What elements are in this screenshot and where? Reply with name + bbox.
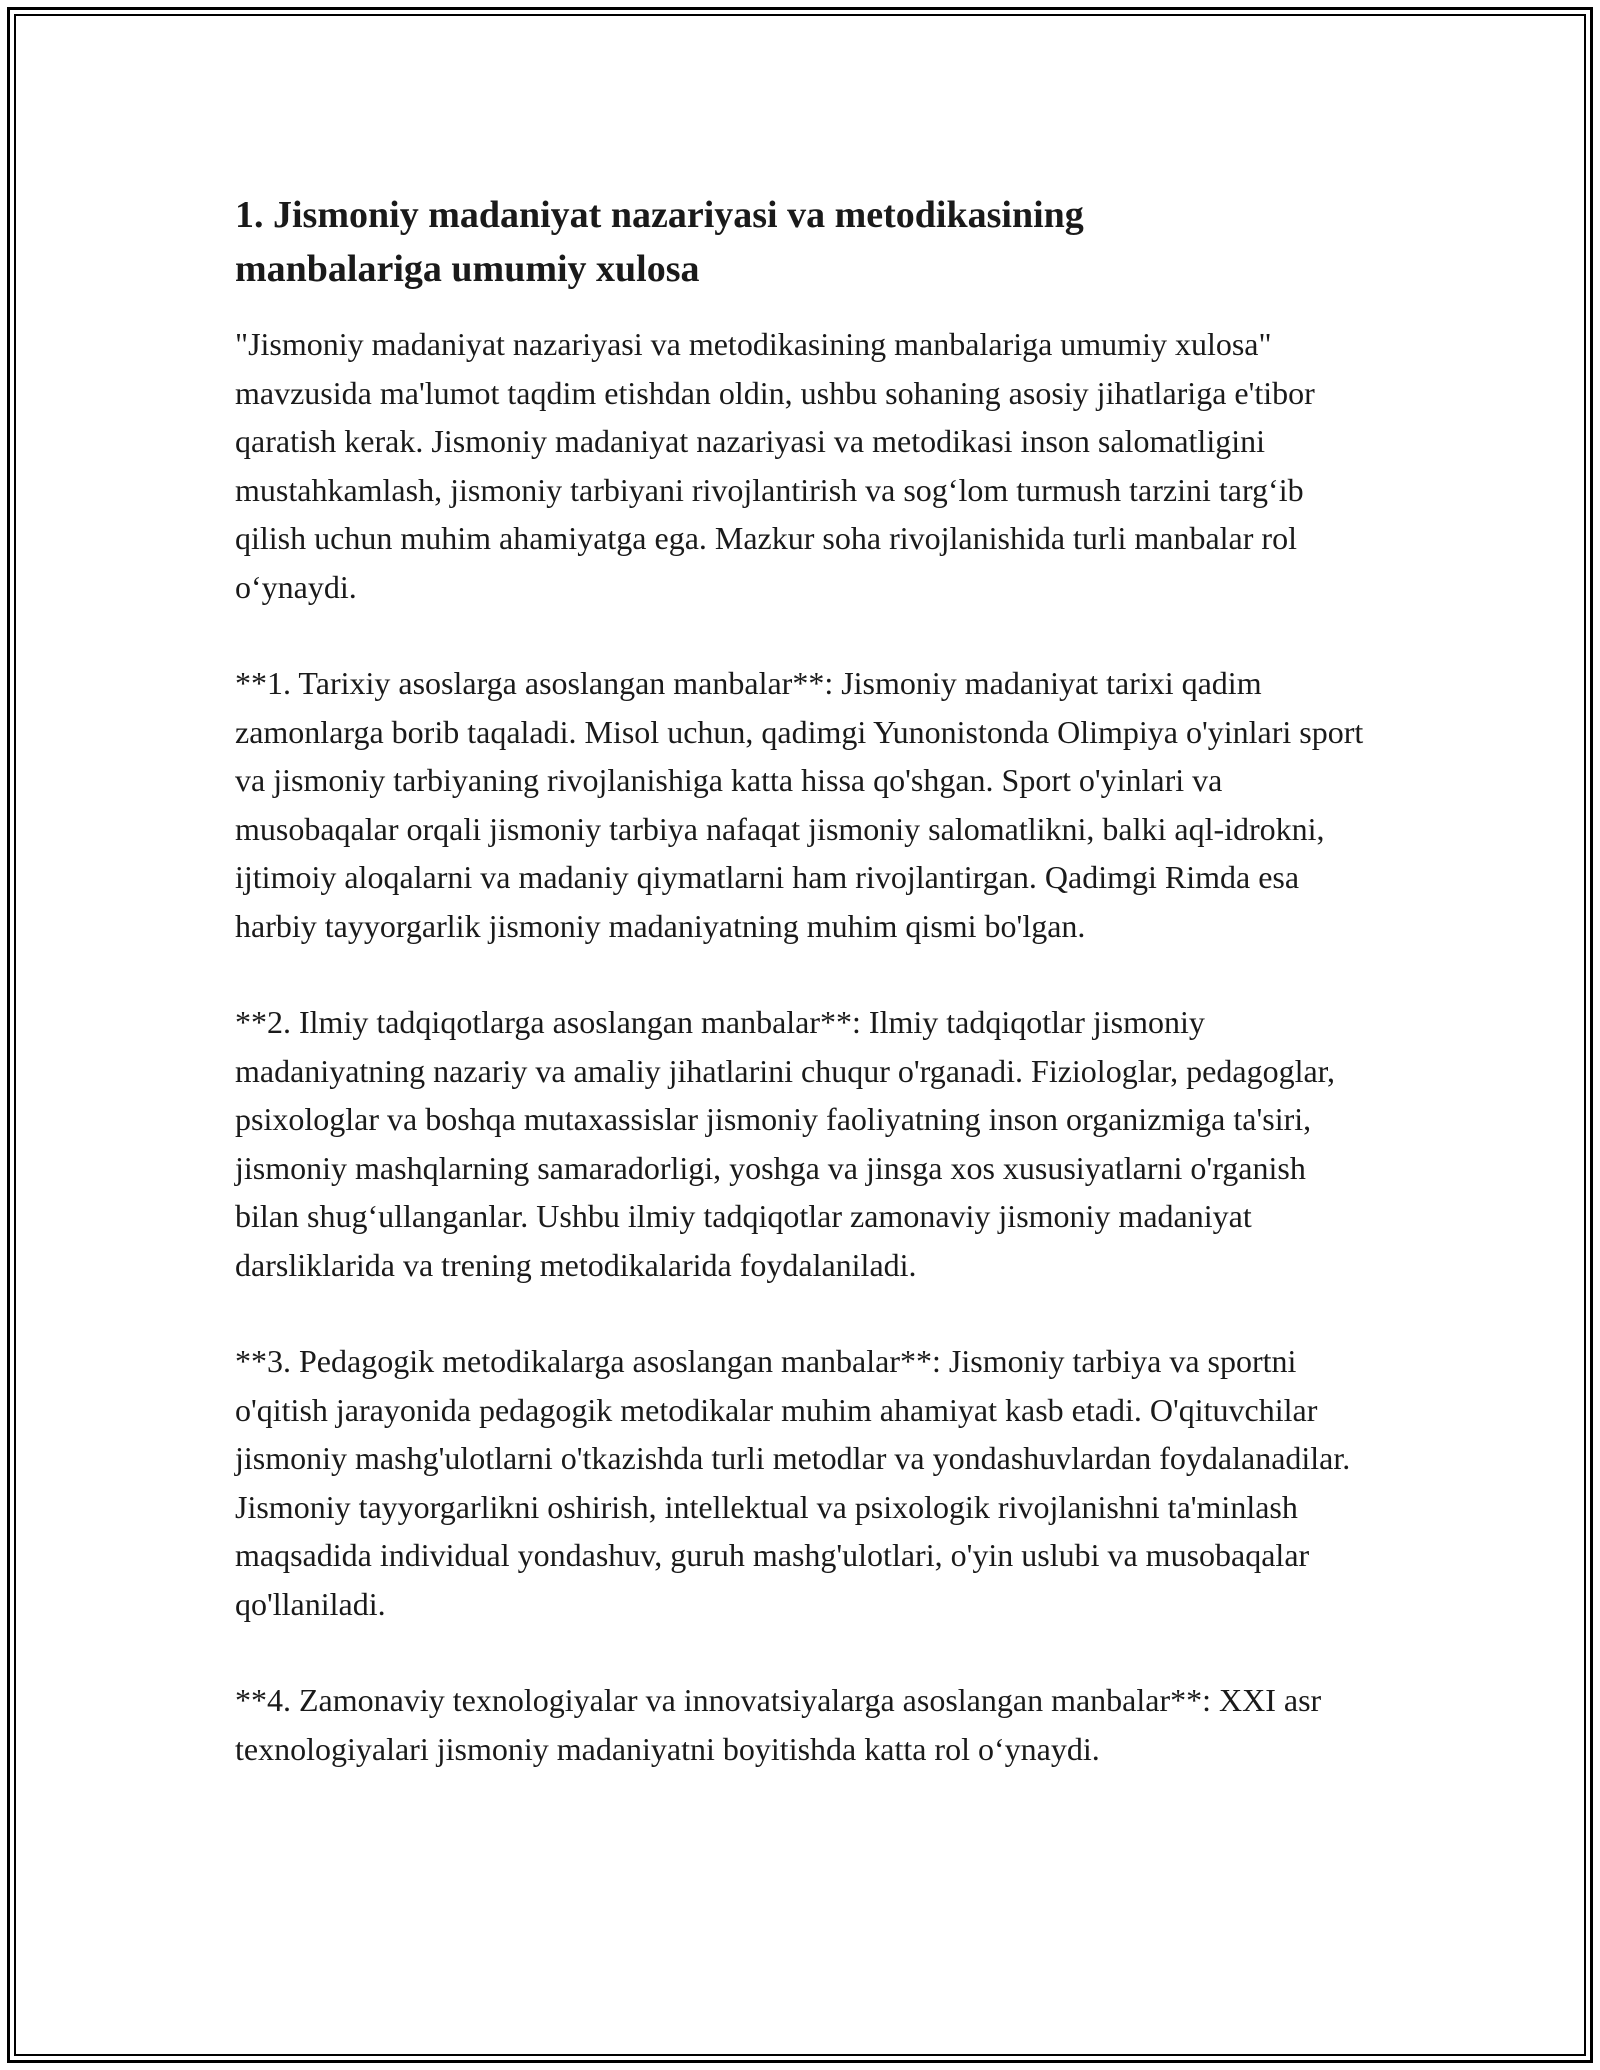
paragraph-pedagogical-sources: **3. Pedagogik metodikalarga asoslangan manbalar**: Jismoniy tarbiya va sportni o'qitish jarayonida pedagogik metodikalar muhim ahamiyat kasb etadi. O'qituvchilar jismoniy mashg'ulotlarni o'tkazishda turli metodlar va yondashuvlardan foydalanadilar. Jismoniy tayyorgarlikni oshirish, intellektual va psixologik rivojlanishni ta'minlash maqsadida individual yondashuv, guruh mashg'ulotlari, o'yin uslubi va musobaqalar qo'llaniladi. [235,1343,1351,1622]
section-title-line-1: 1. Jismoniy madaniyat nazariyasi va metodikasining [235,194,1084,236]
paragraph-historical-sources: **1. Tarixiy asoslarga asoslangan manbalar**: Jismoniy madaniyat tarixi qadim zamonlarga borib taqaladi. Misol uchun, qadimgi Yunonistonda Olimpiya o'yinlari sport va jismoniy tarbiyaning rivojlanishiga katta hissa qo'shgan. Sport o'yinlari va musobaqalar orqali jismoniy tarbiya nafaqat jismoniy salomatlikni, balki aql-idrokni, ijtimoiy aloqalarni va madaniy qiymatlarni ham rivojlantirgan. Qadimgi Rimda esa harbiy tayyorgarlik jismoniy madaniyatning muhim qismi bo'lgan. [235,665,1364,944]
paragraph-modern-technology-sources: **4. Zamonaviy texnologiyalar va innovatsiyalarga asoslangan manbalar**: XXI asr texnologiyalari jismoniy madaniyatni boyitishda katta rol o‘ynaydi. [235,1682,1322,1767]
paragraph-scientific-sources: **2. Ilmiy tadqiqotlarga asoslangan manbalar**: Ilmiy tadqiqotlar jismoniy madaniyatning nazariy va amaliy jihatlarini chuqur o'rganadi. Fiziologlar, pedagoglar, psixologlar va boshqa mutaxassislar jismoniy faoliyatning inson organizmiga ta'siri, jismoniy mashqlarning samaradorligi, yoshga va jinsga xos xususiyatlarni o'rganish bilan shug‘ullanganlar. Ushbu ilmiy tadqiqotlar zamonaviy jismoniy madaniyat darsliklarida va trening metodikalarida foydalaniladi. [235,1004,1336,1283]
intro-paragraph: "Jismoniy madaniyat nazariyasi va metodikasining manbalariga umumiy xulosa" mavzusida ma'lumot taqdim etishdan oldin, ushbu sohaning asosiy jihatlariga e'tibor qaratish kerak. Jismoniy madaniyat nazariyasi va metodikasi inson salomatligini mustahkamlash, jismoniy tarbiyani rivojlantirish va sog‘lom turmush tarzini targ‘ib qilish uchun muhim ahamiyatga ega. Mazkur soha rivojlanishida turli manbalar rol o‘ynaydi. [235,326,1315,605]
document-body [235,188,1375,1821]
section-title-line-2: manbalariga umumiy xulosa [235,248,700,290]
section-title [235,188,1375,296]
